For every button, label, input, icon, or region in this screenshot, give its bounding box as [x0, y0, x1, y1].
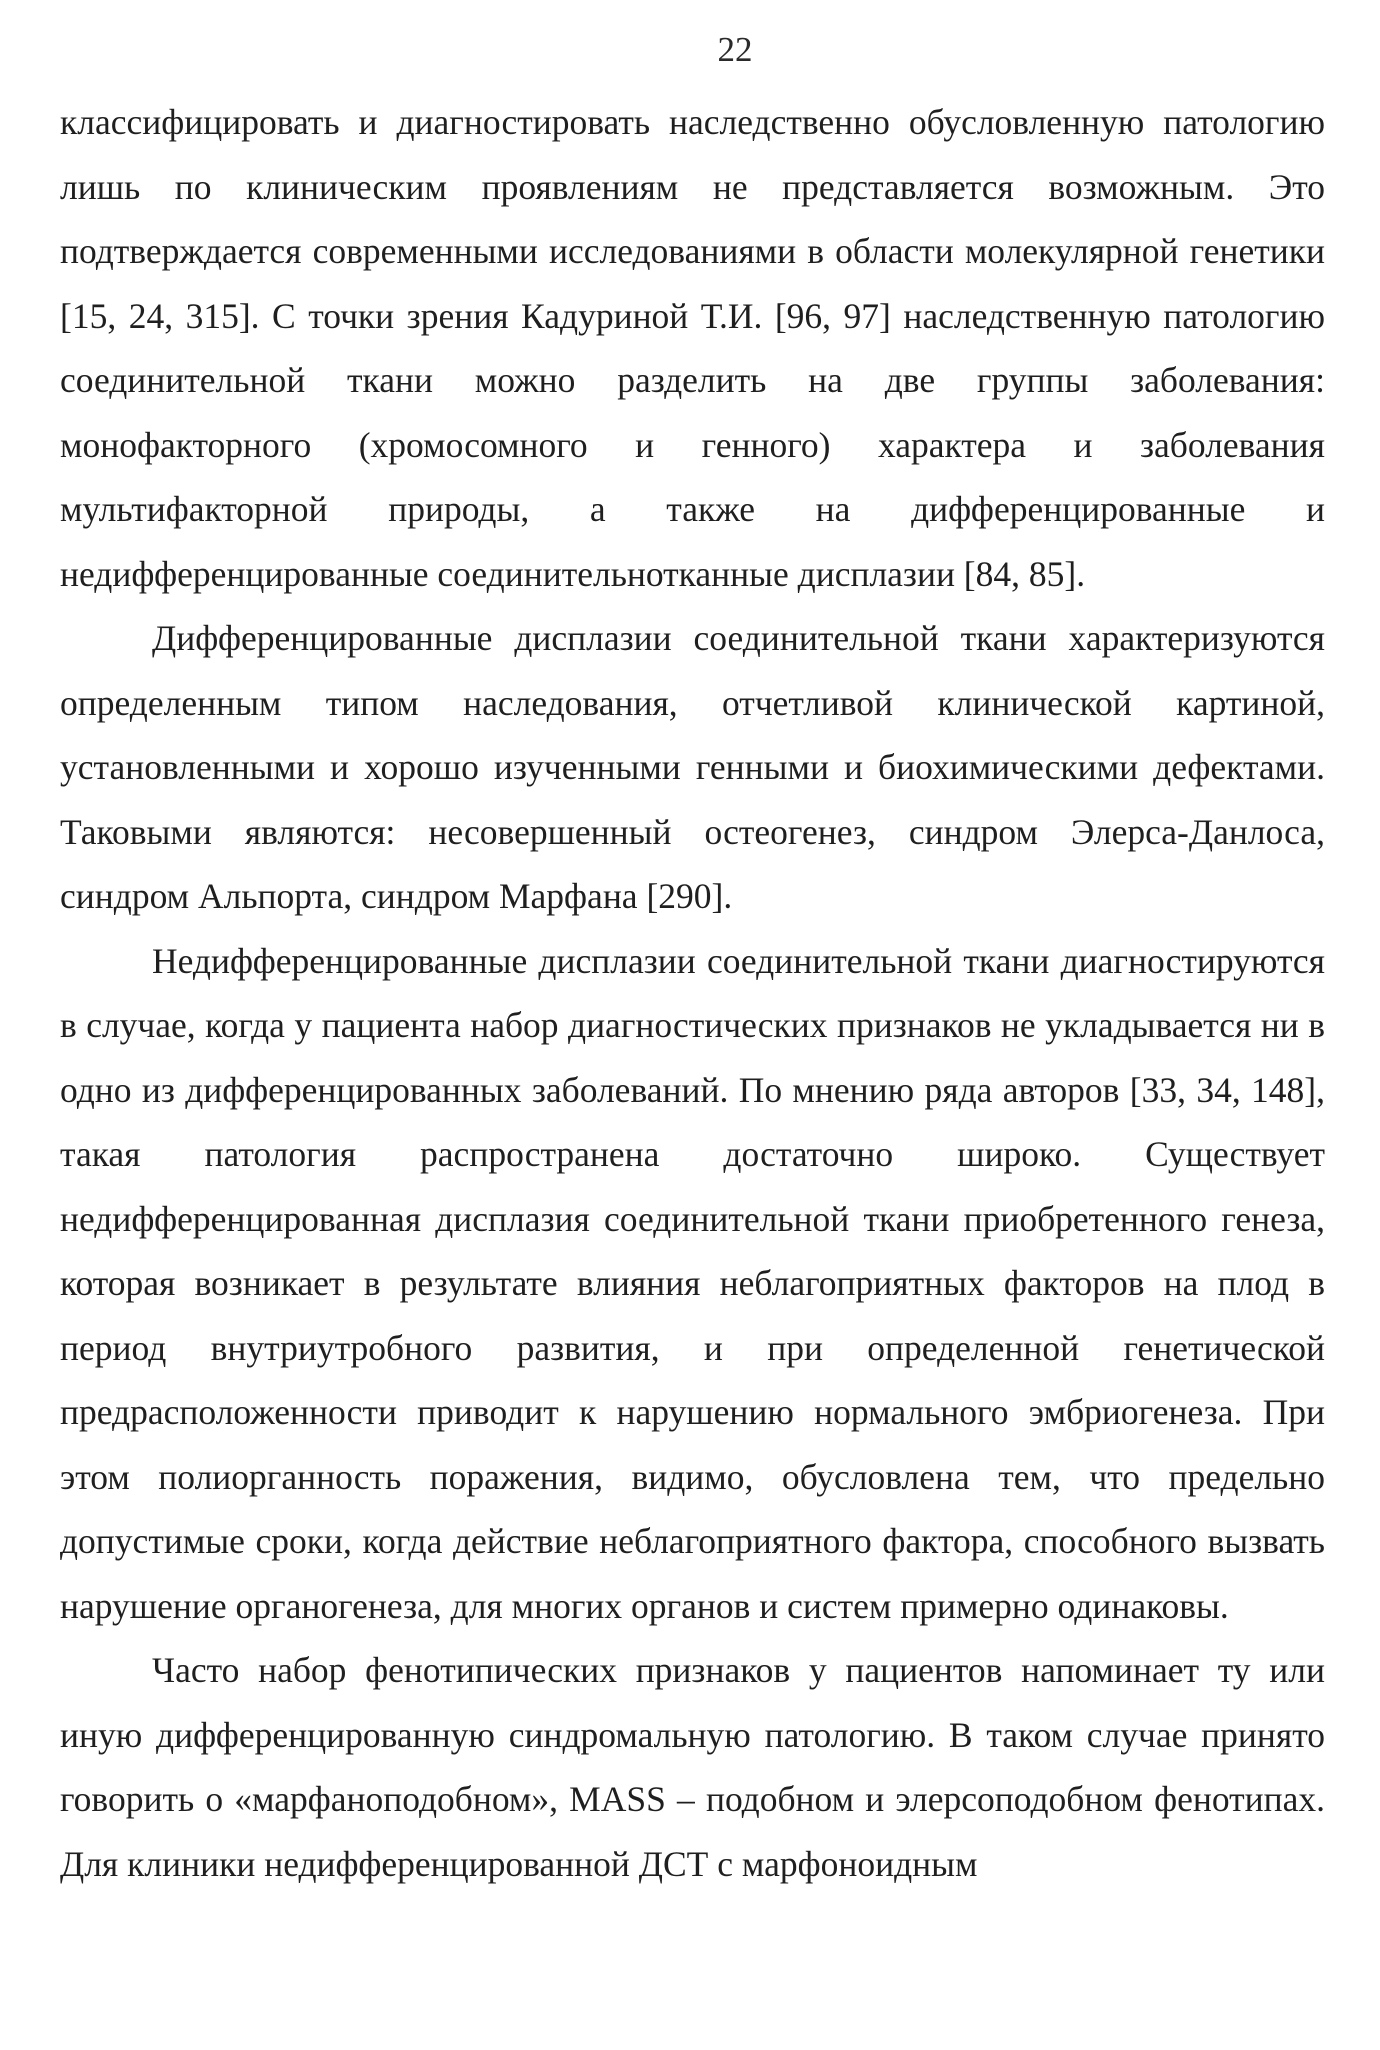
- paragraph-2: Дифференцированные дисплазии соединительной ткани характеризуются определенным типом наследования, отчетливой клинической картиной, установленными и хорошо изученными генными и биохимическими дефектами. Таковыми являются: несовершенный остеогенез, синдром Элерса-Данлоса, синдром Альпорта, синдром Марфана [290].: [60, 618, 1325, 916]
- body-text: [60, 90, 1325, 1896]
- page-number: 22: [717, 30, 753, 69]
- paragraph-1: классифицировать и диагностировать наследственно обусловленную патологию лишь по клиническим проявлениям не представляется возможным. Это подтверждается современными исследованиями в области молекулярной генетики [15, 24, 315]. С точки зрения Кадуриной Т.И. [96, 97] наследственную патологию соединительной ткани можно разделить на две группы заболевания: монофакторного (хромосомного и генного) характера и заболевания мультифакторной природы, а также на дифференцированные и недифференцированные соединительнотканные дисплазии [84, 85].: [60, 102, 1325, 594]
- paragraph-3: Недифференцированные дисплазии соединительной ткани диагностируются в случае, когда у пациента набор диагностических признаков не укладывается ни в одно из дифференцированных заболеваний. По мнению ряда авторов [33, 34, 148], такая патология распространена достаточно широко. Существует недифференцированная дисплазия соединительной ткани приобретенного генеза, которая возникает в результате влияния неблагоприятных факторов на плод в период внутриутробного развития, и при определенной генетической предрасположенности приводит к нарушению нормального эмбриогенеза. При этом полиорганность поражения, видимо, обусловлена тем, что предельно допустимые сроки, когда действие неблагоприятного фактора, способного вызвать нарушение органогенеза, для многих органов и систем примерно одинаковы.: [60, 940, 1325, 1626]
- paragraph-4: Часто набор фенотипических признаков у пациентов напоминает ту или иную дифференцированную синдромальную патологию. В таком случае принято говорить о «марфаноподобном», MASS – подобном и элерсоподобном фенотипах. Для клиники недифференцированной ДСТ с марфоноидным: [60, 1650, 1325, 1884]
